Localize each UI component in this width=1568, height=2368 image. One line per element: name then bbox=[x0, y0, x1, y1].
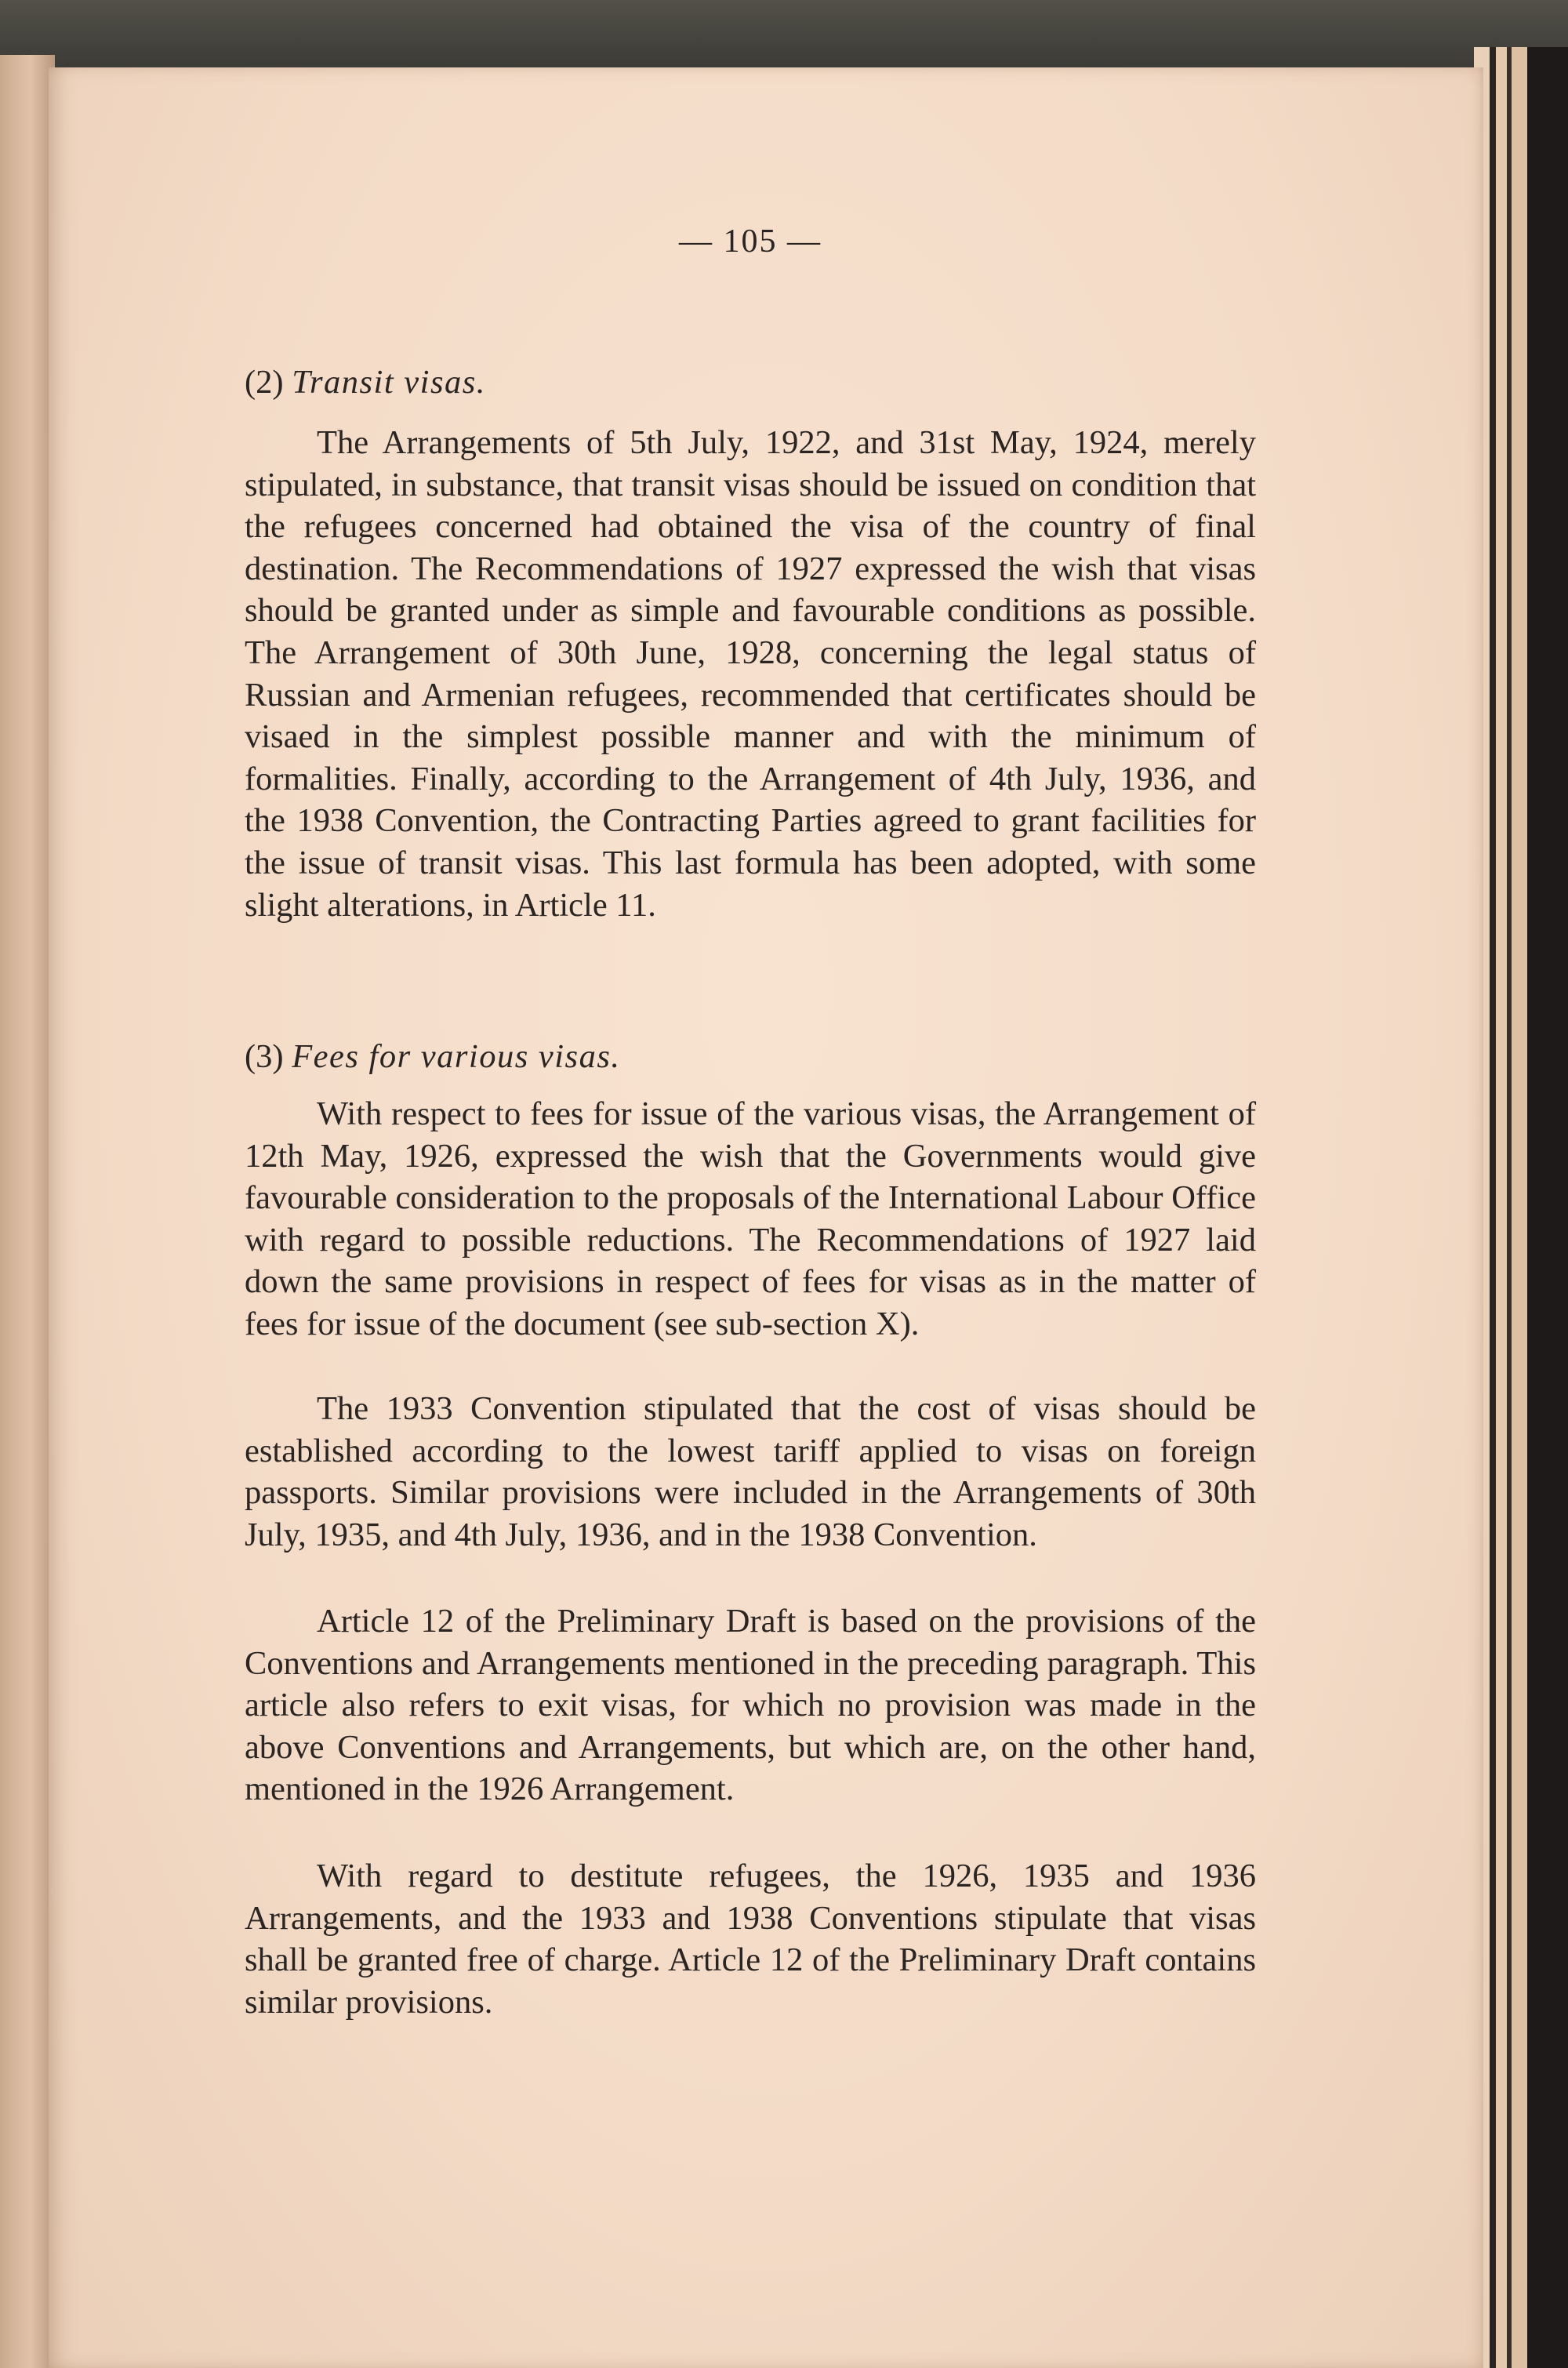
paragraph: With respect to fees for issue of the various visas, the Arrangement of 12th May, 1926, expressed the wish that the Governments would give favourable consideration to the proposals of the International Labour Office with regard to possible reductions. The Recommendations of 1927 laid down the same provisions in respect of fees for visas as in the matter of fees for issue of the document (see sub-section X). bbox=[245, 1095, 1256, 1342]
section-number: (2) bbox=[245, 364, 284, 401]
page-edge bbox=[1490, 47, 1496, 2368]
book-cover-edge bbox=[1527, 47, 1568, 2368]
section-title: Fees for various visas. bbox=[292, 1038, 621, 1075]
facing-page-edge bbox=[0, 55, 55, 2368]
section-number: (3) bbox=[245, 1038, 284, 1075]
page-number: — 105 — bbox=[679, 223, 822, 260]
paragraph: Article 12 of the Preliminary Draft is based on the provisions of the Conventions and Arrangements mentioned in the preceding paragraph. This article also refers to exit visas, for which no provision was made in the above Conventions and Arrangements, but which are, on the other hand, mentioned in the 1926 Arrangement. bbox=[245, 1603, 1256, 1808]
paragraph: With regard to destitute refugees, the 1926, 1935 and 1936 Arrangements, and the 1933 and 1938 Conventions stipulate that visas shall be granted free of charge. Article 12 of the Preliminary Draft contains similar provisions. bbox=[245, 1858, 1256, 2021]
section-heading-transit-visas bbox=[245, 361, 486, 404]
paragraph: The Arrangements of 5th July, 1922, and 31st May, 1924, merely stipulated, in substance, that transit visas should be issued on condition that the refugees concerned had obtained the visa of the country of final destination. The Recommendations of 1927 expressed the wish that visas should be granted under as simple and favourable conditions as possible. The Arrangement of 30th June, 1928, concerning the legal status of Russian and Armenian refugees, recommended that certificates should be visaed in the simplest possible manner and with the minimum of formalities. Finally, according to the Arrangement of 4th July, 1936, and the 1938 Convention, the Contracting Parties agreed to grant facilities for the issue of transit visas. This last formula has been adopted, with some slight alterations, in Article 11. bbox=[245, 424, 1256, 924]
page-edge bbox=[1512, 47, 1527, 2368]
book-page bbox=[49, 67, 1483, 2368]
scan-background bbox=[0, 0, 1568, 71]
section-heading-fees bbox=[245, 1036, 621, 1078]
paragraph: The 1933 Convention stipulated that the cost of visas should be established according to the lowest tariff applied to visas on foreign passports. Similar provisions were included in the Arrangements of 30th July, 1935, and 4th July, 1936, and in the 1938 Convention. bbox=[245, 1390, 1256, 1553]
section-title: Transit visas. bbox=[292, 364, 486, 401]
page-edge bbox=[1496, 47, 1507, 2368]
